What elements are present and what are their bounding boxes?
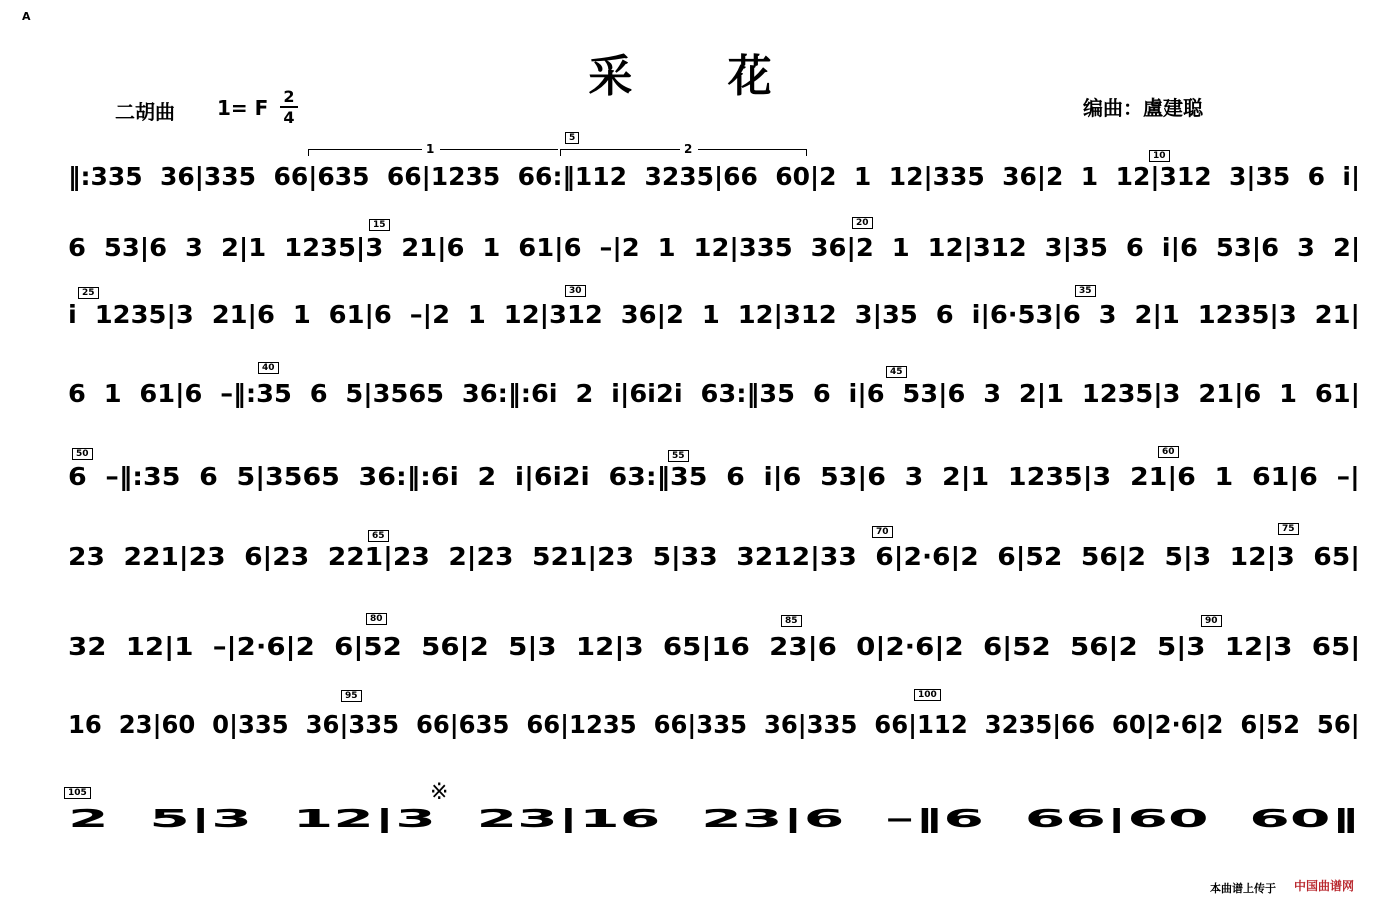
measure-number: 80: [366, 613, 387, 625]
arranger-credit: 编曲：盧建聪: [1083, 96, 1203, 120]
notation-text: 23 221|23 6|23 221|23 2|23 521|23 5|33 3212|33 6|2·6|2 6|52 56|2 5|3 12|3 65|: [68, 542, 1360, 571]
notation-text: 32 12|1 –|2·6|2 6|52 56|2 5|3 12|3 65|16 23|6 0|2·6|2 6|52 56|2 5|3 12|3 65|: [68, 632, 1361, 661]
notation-text: ‖:335 36|335 66|635 66|1235 66:‖112 3235|66 60|2 1 12|335 36|2 1 12|312 3|35 6 i|: [68, 162, 1361, 191]
measure-number: 35: [1075, 285, 1096, 297]
instrument-label: 二胡曲: [115, 100, 175, 124]
measure-number: 65: [368, 530, 389, 542]
notation-text: 16 23|60 0|335 36|335 66|635 66|1235 66|335 36|335 66|112 3235|66 60|2·6|2 6|52 56|: [68, 710, 1360, 739]
key-signature: 1= F: [217, 96, 269, 120]
time-signature: [280, 88, 298, 126]
notation-text: 6 1 61|6 –‖:35 6 5|3565 36:‖:6i 2 i|6i2i 63:‖35 6 i|6 53|6 3 2|1 1235|3 21|6 1 61|: [68, 379, 1360, 408]
site-logo: 中国曲谱网: [1294, 879, 1355, 893]
measure-number: 85: [781, 615, 802, 627]
notation-text: 6 –‖:35 6 5|3565 36:‖:6i 2 i|6i2i 63:‖35 6 i|6 53|6 3 2|1 1235|3 21|6 1 61|6 –|: [68, 462, 1360, 491]
staff-line-7: [68, 627, 1360, 667]
volta-label-2: 2: [684, 142, 693, 156]
staff-line-8: [68, 705, 1360, 745]
measure-number: 5: [565, 132, 579, 144]
measure-number: 70: [872, 526, 893, 538]
footer-text: 本曲谱上传于: [1210, 882, 1276, 895]
time-signature-bottom: 4: [283, 108, 295, 127]
measure-number: 50: [72, 448, 93, 460]
measure-number: 100: [914, 689, 941, 701]
measure-number: 55: [668, 450, 689, 462]
notation-text: 6 53|6 3 2|1 1235|3 21|6 1 61|6 –|2 1 12|335 36|2 1 12|312 3|35 6 i|6 53|6 3 2|: [68, 233, 1361, 262]
corner-mark: A: [22, 10, 31, 23]
measure-number: 105: [64, 787, 91, 799]
measure-number: 75: [1278, 523, 1299, 535]
time-signature-top: 2: [283, 87, 295, 106]
page-title: 采 花: [588, 51, 812, 102]
staff-line-2: [68, 228, 1360, 268]
staff-line-9: [68, 799, 1360, 839]
measure-number: 25: [78, 287, 99, 299]
measure-number: 30: [565, 285, 586, 297]
staff-line-3: [68, 295, 1360, 335]
staff-line-1: [68, 157, 1360, 197]
measure-number: 90: [1201, 615, 1222, 627]
staff-line-4: [68, 374, 1360, 414]
staff-line-6: [68, 537, 1360, 577]
staff-line-5: [68, 457, 1360, 497]
measure-number: 10: [1149, 150, 1170, 162]
measure-number: 15: [369, 219, 390, 231]
notation-text: i 1235|3 21|6 1 61|6 –|2 1 12|312 36|2 1 12|312 3|35 6 i|6·53|6 3 2|1 1235|3 21|: [68, 300, 1360, 329]
measure-number: 20: [852, 217, 873, 229]
measure-number: 40: [258, 362, 279, 374]
segno-sign: ※: [430, 780, 449, 805]
measure-number: 45: [886, 366, 907, 378]
volta-label-1: 1: [426, 142, 435, 156]
measure-number: 60: [1158, 446, 1179, 458]
measure-number: 95: [341, 690, 362, 702]
notation-text: 2 5|3 12|3 23|16 23|6 –‖6 66|60 60‖: [68, 804, 1360, 833]
